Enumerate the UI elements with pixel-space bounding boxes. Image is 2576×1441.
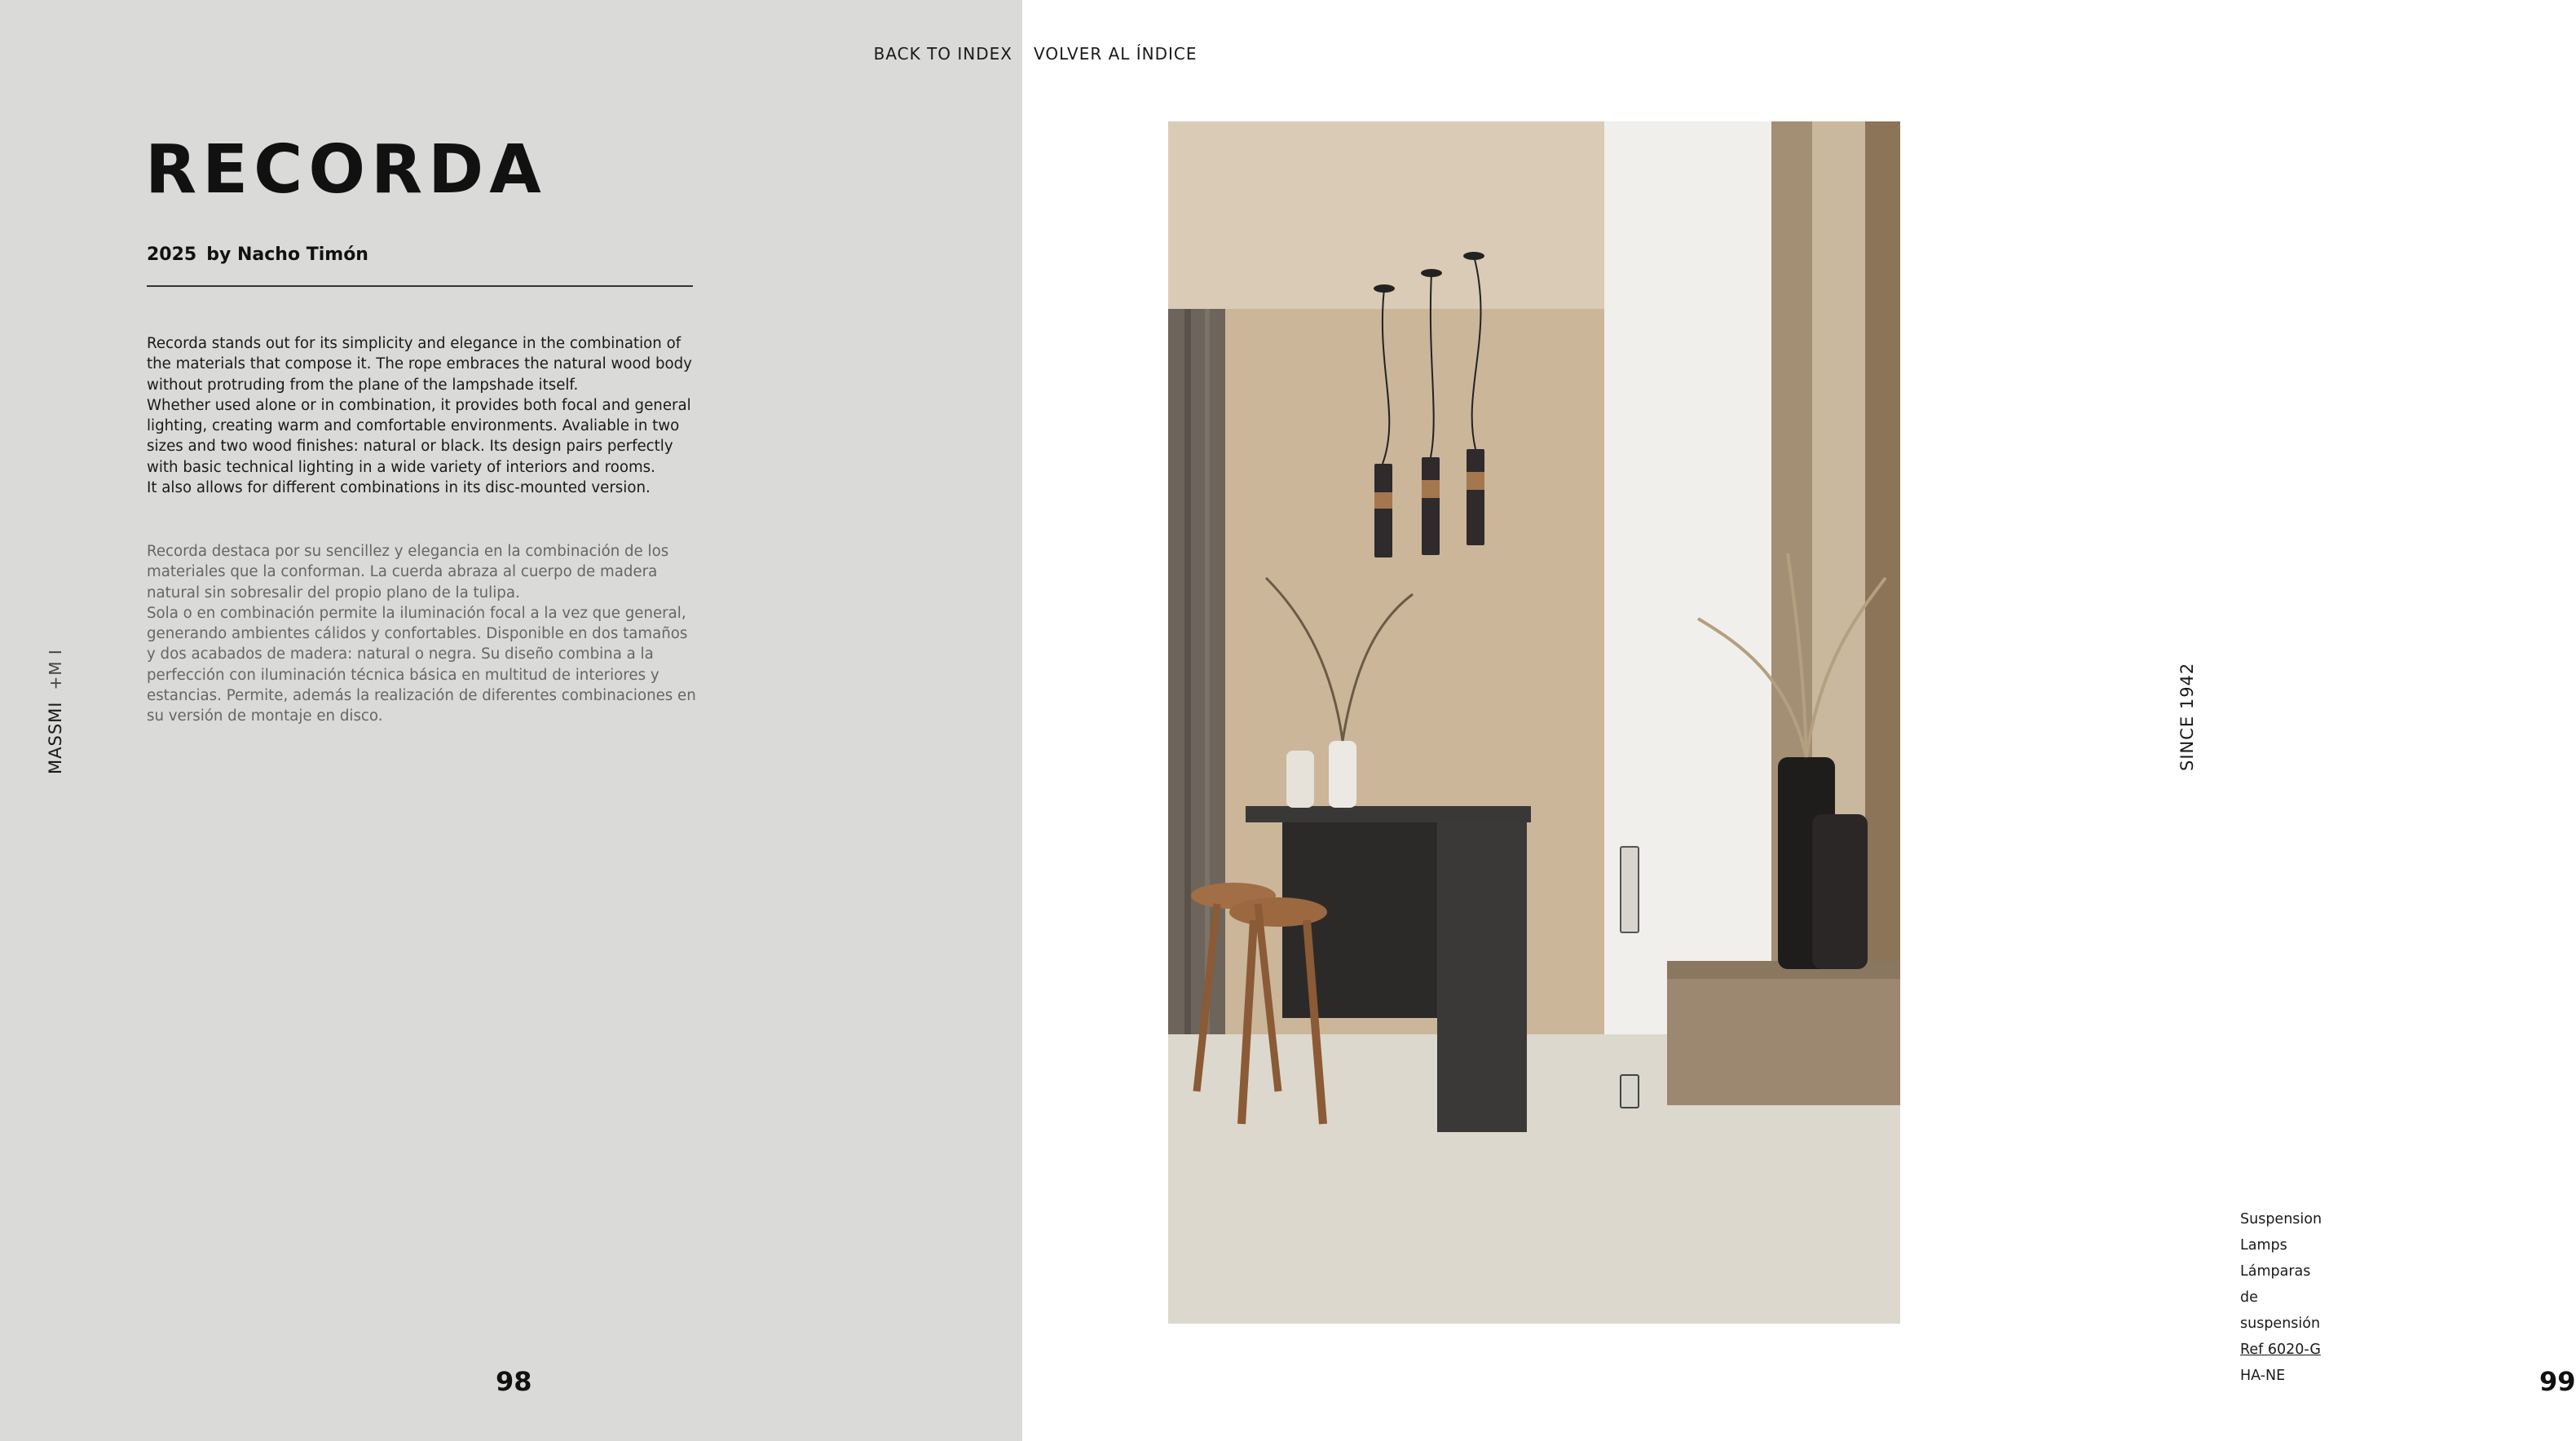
description-en-line: without protruding from the plane of the lampshade itself. bbox=[147, 376, 579, 394]
page-number-left: 98 bbox=[496, 1366, 532, 1397]
description-en-line: sizes and two wood finishes: natural or black. Its design pairs perfectly bbox=[147, 438, 673, 456]
description-es-line: materiales que la conforman. La cuerda abraza al cuerpo de madera bbox=[147, 563, 658, 581]
description-en-line: with basic technical lighting in a wide variety of interiors and rooms. bbox=[147, 458, 655, 476]
description-es-line: Sola o en combinación permite la iluminación focal a la vez que general, bbox=[147, 604, 686, 622]
product-designer: by Nacho Timón bbox=[206, 245, 368, 265]
description-es-line: generando ambientes cálidos y confortables. Disponible en dos tamaños bbox=[147, 625, 688, 643]
description-es-line: su versión de montaje en disco. bbox=[147, 707, 383, 725]
description-en-line: Recorda stands out for its simplicity and elegance in the combination of bbox=[147, 335, 681, 352]
description-es-line: estancias. Permite, además la realización de diferentes combinaciones en bbox=[147, 687, 696, 705]
description-es-line: perfección con iluminación técnica básica en multitud de interiores y bbox=[147, 666, 659, 684]
massmi-logo-icon: +M I bbox=[46, 649, 65, 690]
caption-spanish: Lámparas de suspensión bbox=[2240, 1263, 2321, 1332]
back-to-index-link[interactable]: BACK TO INDEX bbox=[873, 44, 1012, 64]
brand-vertical bbox=[46, 649, 65, 774]
right-page bbox=[1022, 0, 2576, 1441]
title-divider bbox=[147, 285, 693, 287]
description-en-line: Whether used alone or in combination, it provides both focal and general bbox=[147, 396, 691, 414]
description-english bbox=[147, 333, 701, 498]
product-title: RECORDA bbox=[145, 131, 547, 209]
product-photo bbox=[1168, 121, 1900, 1324]
description-spanish bbox=[147, 541, 701, 727]
description-es-line: Recorda destaca por su sencillez y elegancia en la combinación de los bbox=[147, 543, 669, 560]
photo-caption bbox=[2240, 1206, 2322, 1389]
description-en-line: the materials that compose it. The rope embraces the natural wood body bbox=[147, 355, 692, 373]
reference-link[interactable]: Ref 6020-G bbox=[2240, 1342, 2321, 1358]
since-vertical-label: SINCE 1942 bbox=[2177, 662, 2197, 771]
product-subtitle bbox=[147, 245, 368, 265]
brand-name: MASSMI bbox=[46, 701, 65, 774]
description-es-line: y dos acabados de madera: natural o negra. Su diseño combina a la bbox=[147, 646, 654, 663]
caption-english: Suspension Lamps bbox=[2240, 1211, 2322, 1254]
page-number-right: 99 bbox=[2539, 1366, 2576, 1397]
description-en-line: It also allows for different combinations in its disc-mounted version. bbox=[147, 479, 651, 497]
volver-al-indice-link[interactable]: VOLVER AL ÍNDICE bbox=[1034, 44, 1198, 64]
caption-reference bbox=[2240, 1337, 2322, 1389]
description-es-line: natural sin sobresalir del propio plano de la tulipa. bbox=[147, 584, 520, 602]
left-page bbox=[0, 0, 1022, 1441]
reference-code: HA-NE bbox=[2240, 1368, 2286, 1384]
product-year: 2025 bbox=[147, 245, 197, 265]
description-en-line: lighting, creating warm and comfortable environments. Avaliable in two bbox=[147, 417, 680, 435]
